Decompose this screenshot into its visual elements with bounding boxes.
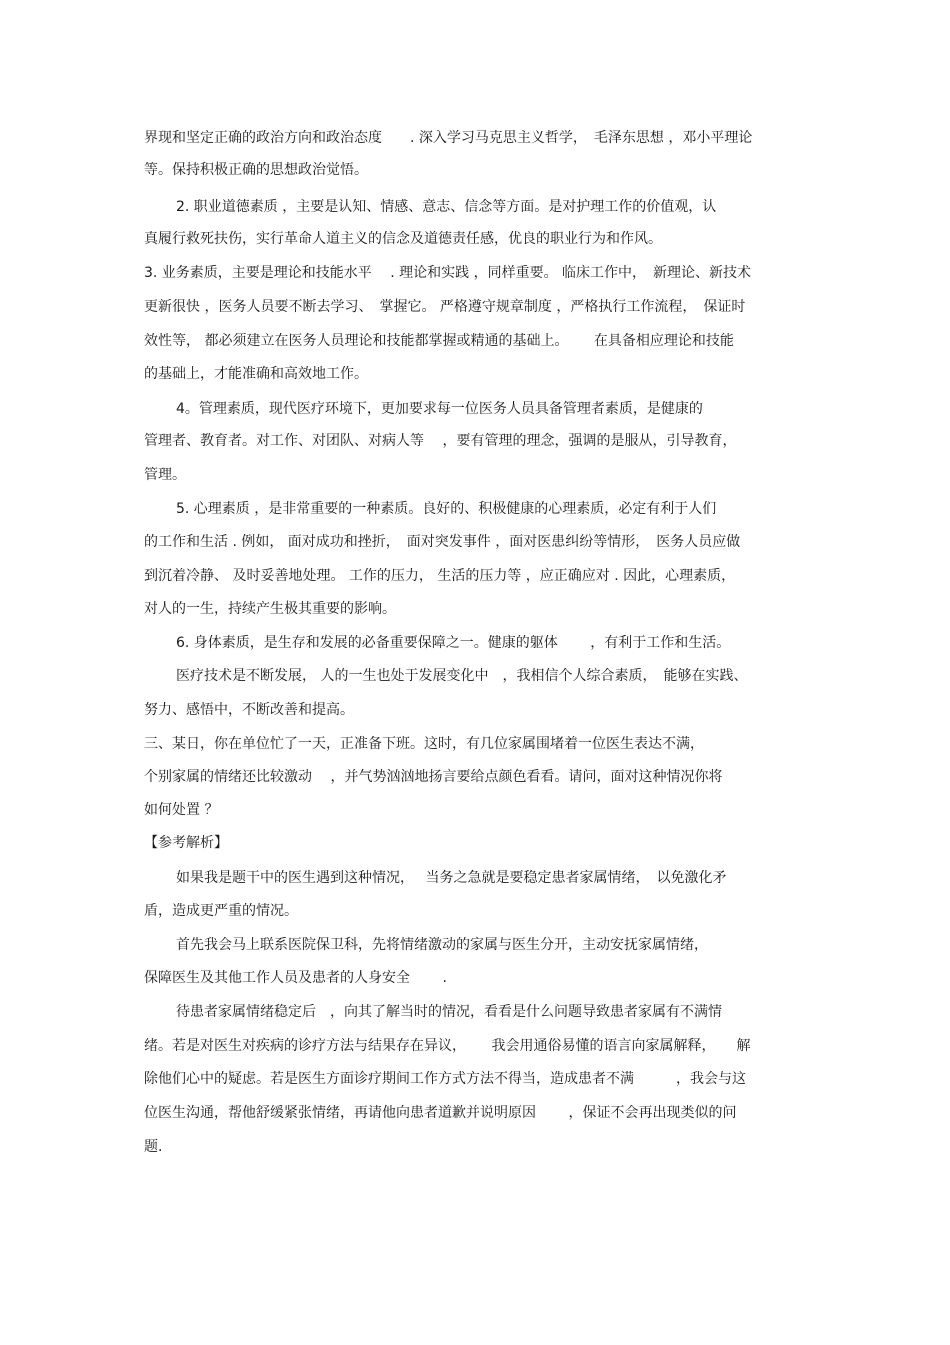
text-line: 等。保持积极正确的思想政治觉悟。 bbox=[144, 162, 368, 178]
text-line: 5. 心理素质 ，是非常重要的一种素质。良好的、积极健康的心理素质，必定有利于人们 bbox=[176, 501, 717, 517]
text-line: 保障医生及其他工作人员及患者的人身安全 . bbox=[144, 970, 447, 986]
text-line: 真履行救死扶伤，实行革命人道主义的信念及道德责任感，优良的职业行为和作风。 bbox=[144, 231, 662, 247]
text-line: 盾，造成更严重的情况。 bbox=[144, 903, 298, 919]
text-line: 到沉着冷静、 及时妥善地处理。 工作的压力， 生活的压力等 ，应正确应对 . 因此，心理素质， bbox=[144, 568, 736, 584]
text-line: 位医生沟通，帮他舒缓紧张情绪，再请他向患者道歉并说明原因 ，保证不会再出现类似的问 bbox=[144, 1105, 737, 1121]
text-line: 三、某日，你在单位忙了一天，正准备下班。这时，有几位家属围堵着一位医生表达不满， bbox=[144, 736, 704, 752]
text-line: 如何处置 ？ bbox=[144, 802, 219, 818]
text-line: 更新很快 ，医务人员要不断去学习、 掌握它。 严格遵守规章制度 ，严格执行工作流程， 保证时 bbox=[144, 299, 746, 315]
text-line: 除他们心中的疑虑。若是医生方面诊疗期间工作方式方法不得当，造成患者不满 ，我会与这 bbox=[144, 1071, 746, 1087]
text-line: 界现和坚定正确的政治方向和政治态度 . 深入学习马克思主义哲学， 毛泽东思想 ，邓小平理论 bbox=[144, 130, 753, 146]
text-line: 如果我是题干中的医生遇到这种情况， 当务之急就是要稳定患者家属情绪， 以免激化矛 bbox=[176, 870, 727, 886]
text-line: 的基础上，才能准确和高效地工作。 bbox=[144, 366, 368, 382]
text-line: 4。管理素质，现代医疗环境下，更加要求每一位医务人员具备管理者素质，是健康的 bbox=[176, 401, 703, 417]
text-line: 个别家属的情绪还比较激动 ，并气势汹汹地扬言要给点颜色看看。请问，面对这种情况你将 bbox=[144, 769, 723, 785]
text-line: 6. 身体素质，是生存和发展的必备重要保障之一。健康的躯体 ，有利于工作和生活。 bbox=[176, 635, 731, 651]
text-line: 2. 职业道德素质 ，主要是认知、情感、意志、信念等方面。是对护理工作的价值观，认 bbox=[176, 199, 717, 215]
text-line: 题. bbox=[144, 1139, 163, 1155]
text-line: 对人的一生，持续产生极其重要的影响。 bbox=[144, 601, 396, 617]
text-line: 管理。 bbox=[144, 467, 186, 483]
section-heading: 【参考解析】 bbox=[144, 835, 228, 851]
text-line: 医疗技术是不断发展， 人的一生也处于发展变化中 ，我相信个人综合素质， 能够在实践、 bbox=[176, 668, 748, 684]
text-line: 绪。若是对医生对疾病的诊疗方法与结果存在异议， 我会用通俗易懂的语言向家属解释， 解 bbox=[144, 1038, 751, 1054]
text-line: 努力、感悟中，不断改善和提高。 bbox=[144, 702, 354, 718]
text-line: 效性等， 都必须建立在医务人员理论和技能都掌握或精通的基础上。 在具备相应理论和技能 bbox=[144, 333, 734, 349]
text-line: 管理者、教育者。对工作、对团队、对病人等 ，要有管理的理念，强调的是服从，引导教育， bbox=[144, 433, 737, 449]
text-line: 的工作和生活 . 例如， 面对成功和挫折， 面对突发事件 ，面对医患纠纷等情形， 医务人员应做 bbox=[144, 534, 741, 550]
text-line: 待患者家属情绪稳定后 ，向其了解当时的情况，看看是什么问题导致患者家属有不满情 bbox=[176, 1004, 722, 1020]
text-line: 首先我会马上联系医院保卫科，先将情绪激动的家属与医生分开，主动安抚家属情绪， bbox=[176, 937, 708, 953]
text-line: 3. 业务素质，主要是理论和技能水平 . 理论和实践 ，同样重要。 临床工作中， 新理论、新技术 bbox=[144, 265, 752, 281]
